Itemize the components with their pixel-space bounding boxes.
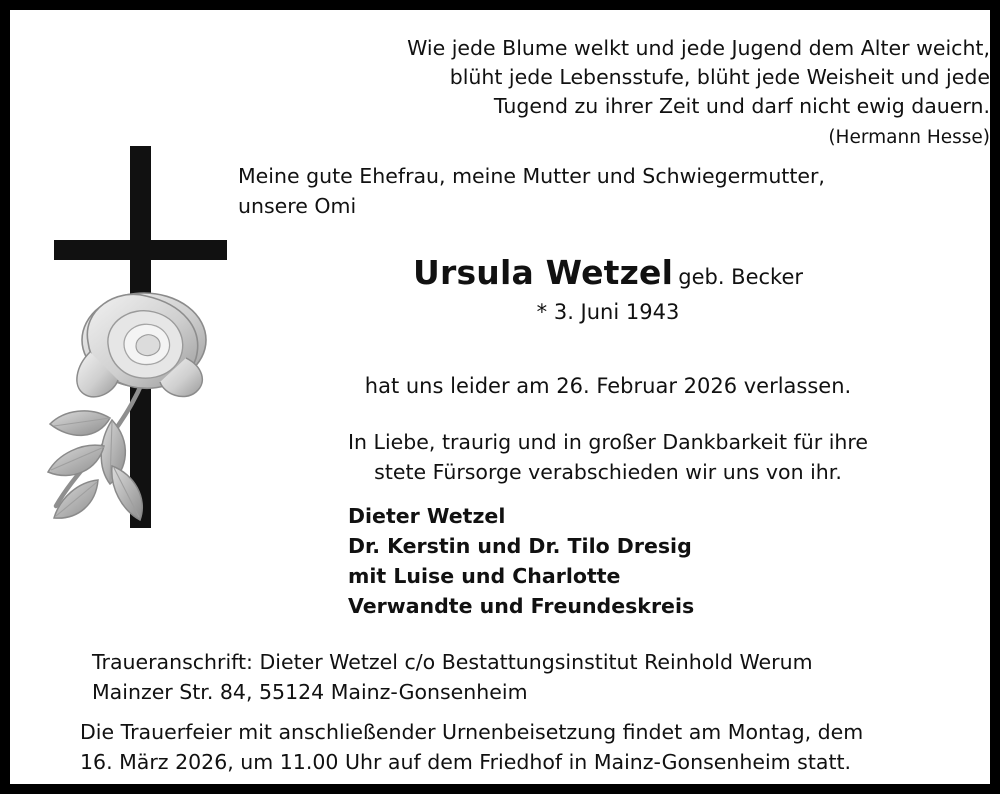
rose-icon — [36, 270, 246, 530]
mourner-line-1: Dieter Wetzel — [348, 504, 506, 528]
intro-block — [238, 162, 978, 221]
farewell-line-1: In Liebe, traurig und in großer Dankbarkeit für ihre — [348, 430, 868, 454]
farewell-line-2: stete Fürsorge verabschieden wir uns von ihr. — [374, 459, 842, 484]
cross-horizontal-bar — [54, 240, 227, 260]
mourning-address-line-1: Traueranschrift: Dieter Wetzel c/o Bestattungsinstitut Reinhold Werum — [92, 650, 813, 674]
obituary-card — [10, 10, 990, 784]
deceased-name-block — [238, 253, 978, 324]
mourner-line-3: mit Luise und Charlotte — [348, 563, 621, 588]
deceased-name: Ursula Wetzel — [412, 253, 674, 292]
mourning-address-block — [92, 648, 990, 707]
intro-line-1: Meine gute Ehefrau, meine Mutter und Schwiegermutter, — [238, 164, 825, 188]
intro-line-2: unsere Omi — [238, 193, 357, 218]
ceremony-block — [80, 718, 990, 777]
poem-line-1: Wie jede Blume welkt und jede Jugend dem Alter weicht, — [407, 36, 990, 60]
mourning-address-line-2: Mainzer Str. 84, 55124 Mainz-Gonsenheim — [92, 679, 528, 704]
ceremony-line-1: Die Trauerfeier mit anschließender Urnenbeisetzung findet am Montag, dem — [80, 720, 864, 744]
deceased-birth-date: * 3. Juni 1943 — [536, 300, 680, 324]
mourner-line-2: Dr. Kerstin und Dr. Tilo Dresig — [348, 533, 692, 558]
passing-statement: hat uns leider am 26. Februar 2026 verlassen. — [364, 374, 852, 398]
ceremony-line-2: 16. März 2026, um 11.00 Uhr auf dem Friedhof in Mainz-Gonsenheim statt. — [80, 749, 852, 774]
farewell-block — [238, 428, 978, 487]
poem-line-2: blüht jede Lebensstufe, blüht jede Weisheit und jede — [449, 65, 990, 90]
mourners-block — [348, 502, 988, 622]
poem-line-3: Tugend zu ihrer Zeit und darf nicht ewig dauern. — [493, 94, 990, 119]
mourner-line-4: Verwandte und Freundeskreis — [348, 593, 695, 618]
poem-block — [340, 34, 990, 152]
poem-author: (Hermann Hesse) — [828, 127, 990, 149]
deceased-maiden-name: geb. Becker — [678, 265, 804, 289]
